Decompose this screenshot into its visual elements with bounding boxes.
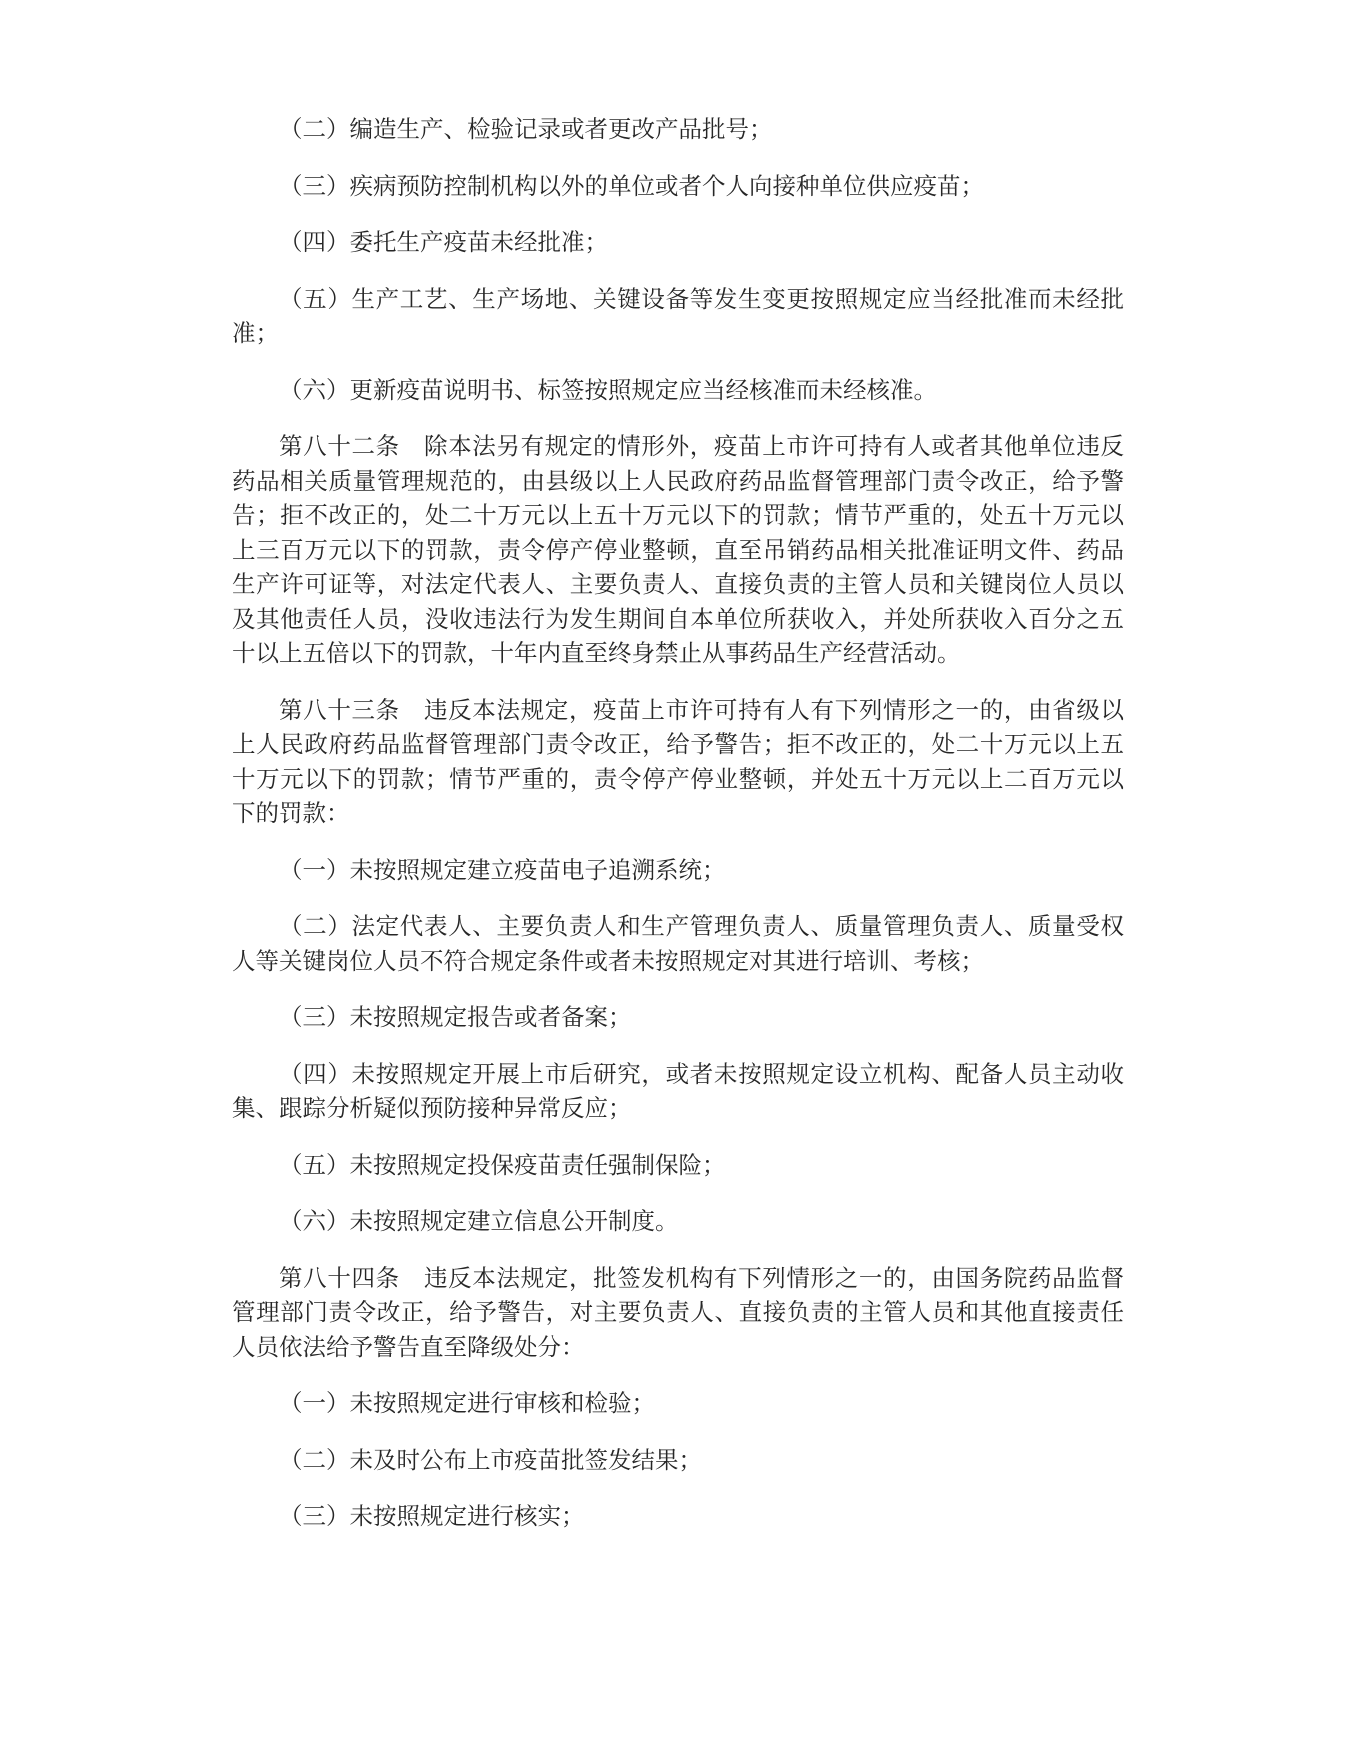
article-82 xyxy=(232,429,1124,671)
list-item: （二）法定代表人、主要负责人和生产管理负责人、质量管理负责人、质量受权人等关键岗位人员不符合规定条件或者未按照规定对其进行培训、考核； xyxy=(232,912,1124,975)
document-page xyxy=(232,112,1124,1556)
article-number: 第八十四条 xyxy=(279,1263,400,1292)
list-item: （二）未及时公布上市疫苗批签发结果； xyxy=(279,1445,702,1474)
list-item: （一）未按照规定建立疫苗电子追溯系统； xyxy=(279,855,726,884)
article-body: 违反本法规定，批签发机构有下列情形之一的，由国务院药品监督管理部门责令改正，给予警告，对主要负责人、直接负责的主管人员和其他直接责任人员依法给予警告直至降级处分： xyxy=(232,1263,1125,1361)
list-item: （六）未按照规定建立信息公开制度。 xyxy=(279,1207,679,1235)
article-84 xyxy=(232,1261,1124,1365)
list-item: （六）更新疫苗说明书、标签按照规定应当经核准而未经核准。 xyxy=(279,375,937,404)
list-item: （二）编造生产、检验记录或者更改产品批号； xyxy=(279,115,773,143)
list-item: （四）委托生产疫苗未经批准； xyxy=(279,228,608,256)
article-number: 第八十三条 xyxy=(279,695,400,724)
list-item: （三）未按照规定进行核实； xyxy=(279,1502,585,1530)
list-item: （五）生产工艺、生产场地、关键设备等发生变更按照规定应当经批准而未经批准； xyxy=(232,284,1124,347)
list-item: （三）疾病预防控制机构以外的单位或者个人向接种单位供应疫苗； xyxy=(279,171,984,200)
list-item: （一）未按照规定进行审核和检验； xyxy=(279,1389,655,1417)
article-body: 除本法另有规定的情形外，疫苗上市许可持有人或者其他单位违反药品相关质量管理规范的，由县级以上人民政府药品监督管理部门责令改正，给予警告；拒不改正的，处二十万元以上五十万元以下的罚款；情节严重的，处五十万元以上三百万元以下的罚款，责令停产停业整顿，直至吊销药品相关批准证明文件、药品生产许可证等，对法定代表人、主要负责人、直接负责的主管人员和关键岗位人员以及其他责任人员，没收违法行为发生期间自本单位所获收入，并处所获收入百分之五十以上五倍以下的罚款，十年内直至终身禁止从事药品生产经营活动。 xyxy=(232,432,1125,667)
article-body: 违反本法规定，疫苗上市许可持有人有下列情形之一的，由省级以上人民政府药品监督管理部门责令改正，给予警告；拒不改正的，处二十万元以上五十万元以下的罚款；情节严重的，责令停产停业整顿，并处五十万元以上二百万元以下的罚款： xyxy=(232,695,1125,827)
list-item: （三）未按照规定报告或者备案； xyxy=(279,1003,632,1031)
list-item: （五）未按照规定投保疫苗责任强制保险； xyxy=(279,1150,726,1179)
article-83 xyxy=(232,693,1124,831)
article-number: 第八十二条 xyxy=(279,432,400,460)
list-item: （四）未按照规定开展上市后研究，或者未按照规定设立机构、配备人员主动收集、跟踪分析疑似预防接种异常反应； xyxy=(232,1059,1124,1122)
